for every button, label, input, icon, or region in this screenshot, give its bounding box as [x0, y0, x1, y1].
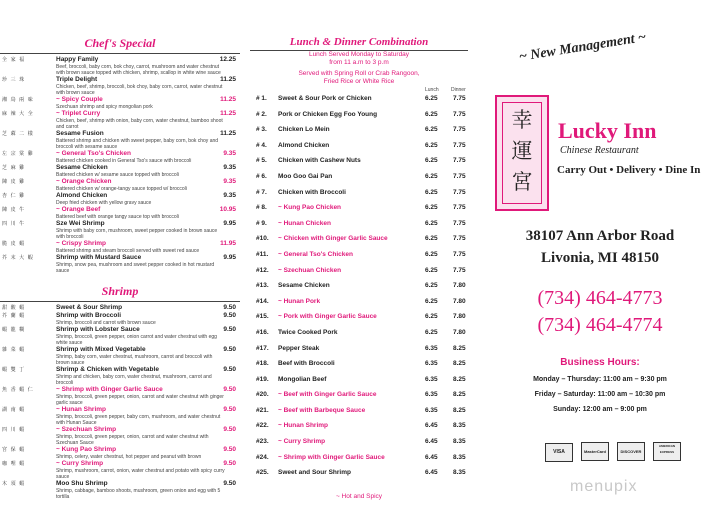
chinese-name: 木 須 蝦 [2, 481, 26, 487]
item-description: Shrimp, broccoli and carrot with brown sauce [56, 320, 156, 326]
item-price: 9.35 [223, 178, 236, 185]
combo-number: # 6. [256, 172, 267, 180]
menu-item [0, 206, 240, 220]
item-price: 11.25 [220, 130, 236, 137]
item-price: 9.50 [223, 480, 236, 487]
combo-number: #20. [256, 391, 269, 399]
lunch-price: 6.45 [425, 438, 438, 446]
lunch-price: 6.45 [425, 453, 438, 461]
item-name: ~ Curry Shrimp [56, 460, 104, 467]
item-price: 11.25 [220, 110, 236, 117]
combo-name: ~ Pork with Ginger Garlic Sauce [278, 313, 377, 321]
chinese-name: 陳 皮 雞 [2, 179, 26, 185]
combo-name: ~ General Tso's Chicken [278, 250, 353, 258]
item-price: 9.50 [223, 346, 236, 353]
menu-item [0, 110, 240, 130]
lunch-price: 6.25 [425, 250, 438, 258]
combo-name: Beef with Broccoli [278, 360, 335, 368]
address-line2: Livonia, MI 48150 [541, 250, 659, 266]
combo-row [250, 142, 468, 158]
item-description: Shrimp, broccoli, green pepper, onion, carrot and water chestnut with ginger garlic sauce [56, 394, 224, 406]
amex-card-icon: AMERICAN EXPRESS [653, 442, 681, 461]
chinese-name: 陳 皮 牛 [2, 207, 26, 213]
combo-name: Chicken with Broccoli [278, 188, 346, 196]
dinner-price: 8.25 [453, 391, 466, 399]
combo-row [250, 360, 468, 376]
combo-name: ~ Szechuan Chicken [278, 266, 342, 274]
lunch-price: 6.35 [425, 360, 438, 368]
item-name: ~ Kung Pao Shrimp [56, 446, 117, 453]
chinese-name: 湘 鳥 兩 味 [2, 97, 34, 103]
dinner-price: 8.35 [453, 469, 466, 477]
logo-char: 宮 [511, 170, 533, 194]
combo-name: Chicken Lo Mein [278, 126, 330, 134]
item-description: Deep fried chicken with yellow gravy sauce [56, 200, 152, 206]
item-name: Sesame Chicken [56, 164, 108, 171]
combo-name: Moo Goo Gai Pan [278, 172, 333, 180]
dinner-price: 8.25 [453, 406, 466, 414]
combo-title: Lunch & Dinner Combination [289, 36, 429, 48]
lunch-price: 6.35 [425, 344, 438, 352]
chinese-name: 四 川 牛 [2, 221, 26, 227]
combo-name: Sweet and Sour Shrimp [278, 469, 351, 477]
combo-name: ~ Chicken with Ginger Garlic Sauce [278, 235, 388, 243]
combo-row [250, 376, 468, 392]
combo-number: #13. [256, 282, 269, 290]
hours-title: Business Hours: [560, 357, 640, 368]
chinese-name: 芥 蘭 蝦 [2, 313, 26, 319]
combo-number: #14. [256, 297, 269, 305]
combo-number: # 2. [256, 110, 267, 118]
combo-row [250, 267, 468, 283]
shrimp-title: Shrimp [101, 284, 139, 298]
combo-name: ~ Beef with Ginger Garlic Sauce [278, 391, 377, 399]
item-price: 9.35 [223, 192, 236, 199]
combo-row [250, 407, 468, 423]
item-description: Shrimp, baby corn, water chestnut, mushroom, carrot and broccoli with brown sauce [56, 354, 213, 366]
combo-row [250, 220, 468, 236]
item-name: Shrimp with Lobster Sauce [56, 326, 140, 333]
dinner-price: 8.35 [453, 438, 466, 446]
combo-number: #15. [256, 313, 269, 321]
item-name: ~ General Tso's Chicken [56, 150, 131, 157]
item-name: Moo Shu Shrimp [56, 480, 108, 487]
item-description: Battered chicken w/ orange-tangy sauce topped w/ broccoli [56, 186, 187, 192]
dinner-price: 7.75 [453, 219, 466, 227]
combo-with1: Served with Spring Roll or Crab Rangoon, [298, 70, 420, 77]
chinese-name: 芝 麻 雞 [2, 165, 26, 171]
lunch-price: 6.25 [425, 172, 438, 180]
menu-item [0, 406, 240, 426]
chinese-name: 湖 南 蝦 [2, 407, 26, 413]
combo-column [250, 0, 468, 501]
divider [0, 53, 240, 54]
item-description: Battered shrimp and chicken with sweet pepper, baby corn, bok choy and broccoli with sesame sauce [56, 138, 219, 150]
item-price: 9.35 [223, 150, 236, 157]
combo-row [250, 204, 468, 220]
menu-item [0, 150, 240, 164]
item-name: Sesame Fusion [56, 130, 104, 137]
menu-item [0, 130, 240, 150]
combo-row [250, 111, 468, 127]
item-price: 11.95 [220, 240, 236, 247]
dinner-price: 7.75 [453, 250, 466, 258]
logo-chars [502, 102, 542, 204]
item-description: Battered shrimp and steam broccoli served with sweet red sauce [56, 248, 200, 254]
hot-legend: ~ Hot and Spicy [335, 492, 383, 500]
dinner-price: 8.25 [453, 344, 466, 352]
combo-name: Mongolian Beef [278, 375, 327, 383]
left-column [0, 0, 240, 500]
chinese-name: 全 家 福 [2, 57, 26, 63]
item-price: 11.25 [220, 76, 236, 83]
dinner-price: 7.75 [453, 126, 466, 134]
combo-list [250, 95, 468, 485]
payment-cards [545, 440, 689, 462]
lunch-price: 6.25 [425, 297, 438, 305]
lunch-price: 6.35 [425, 406, 438, 414]
combo-number: #10. [256, 235, 269, 243]
item-price: 12.25 [219, 56, 236, 63]
dinner-price: 7.75 [453, 157, 466, 165]
lunch-price: 6.25 [425, 110, 438, 118]
menu-item [0, 312, 240, 326]
combo-name: ~ Hunan Pork [278, 297, 321, 305]
menu-item [0, 96, 240, 110]
menu-item [0, 460, 240, 480]
combo-with2: Fried Rice or White Rice [323, 78, 395, 85]
dinner-price: 7.75 [453, 266, 466, 274]
dinner-price: 7.80 [453, 328, 466, 336]
combo-hours: from 11 a.m to 3 p.m [329, 59, 389, 66]
mastercard-icon: MasterCard [581, 442, 609, 461]
item-price: 9.50 [223, 460, 236, 467]
dinner-price: 7.75 [453, 110, 466, 118]
item-price: 11.25 [220, 96, 236, 103]
lunch-header: Lunch [425, 87, 439, 93]
chinese-name: 宮 保 蝦 [2, 447, 26, 453]
item-price: 9.35 [223, 164, 236, 171]
combo-number: #16. [256, 328, 269, 336]
phone-1[interactable]: (734) 464-4773 [537, 287, 663, 309]
dinner-price: 7.80 [453, 297, 466, 305]
chefs-special-title: Chef's Special [84, 36, 156, 50]
combo-number: #11. [256, 250, 269, 258]
item-name: Shrimp with Mustard Sauce [56, 254, 142, 261]
chinese-name: 芥 末 大 蝦 [2, 255, 34, 261]
lunch-price: 6.25 [425, 328, 438, 336]
dinner-price: 7.80 [453, 313, 466, 321]
item-name: ~ Szechuan Shrimp [56, 426, 117, 433]
chefs-special-list [0, 56, 240, 274]
dinner-price: 8.25 [453, 360, 466, 368]
menu-item [0, 480, 240, 500]
combo-row [250, 126, 468, 142]
menu-item [0, 386, 240, 406]
combo-number: # 1. [256, 95, 267, 102]
chinese-name: 咖 哩 蝦 [2, 461, 26, 467]
chinese-name: 蝦 雙 丁 [2, 367, 26, 373]
item-description: Battered chicken cooked in General Tso's sauce with broccoli [56, 158, 192, 164]
combo-number: #21. [256, 406, 269, 414]
dinner-price: 8.35 [453, 422, 466, 430]
combo-name: Pepper Steak [278, 344, 320, 352]
chinese-name: 脆 皮 蝦 [2, 241, 26, 247]
combo-row [250, 251, 468, 267]
combo-name: Chicken with Cashew Nuts [278, 157, 361, 165]
lunch-price: 6.25 [425, 95, 438, 102]
menu-item [0, 326, 240, 346]
lunch-price: 6.35 [425, 391, 438, 399]
lunch-price: 6.25 [425, 204, 438, 212]
combo-row [250, 282, 468, 298]
menu-item [0, 56, 240, 76]
combo-row [250, 189, 468, 205]
item-name: Happy Family [56, 56, 99, 63]
item-description: Beef, broccoli, baby corn, bok choy, carrot, mushroom and water chestnut with brown sauce topped with chicken, shrimp, scallop in white wine sauce [56, 64, 221, 76]
item-description: Shrimp, snow pea, mushroom and sweet pepper cooked in hot mustard sauce [56, 262, 215, 274]
combo-name: ~ Beef with Barbeque Sauce [278, 406, 366, 414]
lunch-price: 6.45 [425, 422, 438, 430]
item-price: 9.95 [223, 220, 236, 227]
discover-card-icon: DISCOVER [617, 442, 645, 461]
item-name: ~ Orange Chicken [56, 178, 112, 185]
item-description: Shrimp, broccoli, green pepper, baby corn, mushroom, and water chestnut with Hunan Sauce [56, 414, 221, 426]
phone-2[interactable]: (734) 464-4774 [537, 314, 663, 336]
item-price: 9.50 [223, 304, 236, 311]
item-price: 9.50 [223, 312, 236, 319]
combo-served: Lunch Served Monday to Saturday [308, 51, 410, 58]
lunch-price: 6.25 [425, 126, 438, 134]
combo-number: #12. [256, 266, 269, 274]
item-price: 9.50 [223, 366, 236, 373]
dinner-price: 7.75 [453, 141, 466, 149]
combo-number: #22. [256, 422, 269, 430]
item-price: 9.50 [223, 426, 236, 433]
combo-number: #18. [256, 360, 269, 368]
item-description: Shrimp, cabbage, bamboo shoots, mushroom, green onion and egg with 5 tortilla [56, 488, 221, 500]
divider [0, 301, 240, 302]
item-price: 9.50 [223, 386, 236, 393]
lunch-price: 6.45 [425, 469, 438, 477]
combo-row [250, 298, 468, 314]
hours-weekday: Monday – Thursday: 11:00 am – 9:30 pm [533, 376, 667, 383]
menu-item [0, 254, 240, 274]
item-name: Almond Chicken [56, 192, 108, 199]
lunch-price: 6.25 [425, 282, 438, 290]
combo-row [250, 469, 468, 485]
item-description: Battered beef with orange tangy sauce top with broccoli [56, 214, 179, 220]
lunch-price: 6.25 [425, 313, 438, 321]
item-description: Chicken, beef, shrimp, broccoli, bok choy, baby corn, carrot, water chestnut with brown sauce [56, 84, 223, 96]
combo-number: # 4. [256, 141, 267, 149]
dinner-header: Dinner [451, 87, 466, 93]
item-name: Shrimp with Mixed Vegetable [56, 346, 146, 353]
menu-item [0, 346, 240, 366]
combo-name: Pork or Chicken Egg Foo Young [278, 110, 378, 118]
menu-item [0, 366, 240, 386]
item-name: Shrimp with Broccoli [56, 312, 122, 319]
lunch-price: 6.25 [425, 219, 438, 227]
combo-number: #17. [256, 344, 269, 352]
menu-item [0, 178, 240, 192]
menu-item [0, 164, 240, 178]
item-name: ~ Orange Beef [56, 206, 101, 213]
combo-row [250, 173, 468, 189]
combo-row [250, 313, 468, 329]
menu-item [0, 220, 240, 240]
item-description: Chicken, beef, shrimp with onion, baby corn, water chestnut, bamboo shoot and carrot [56, 118, 223, 130]
item-description: Battered chicken w/ sesame sauce topped with broccoli [56, 172, 179, 178]
item-price: 9.50 [223, 406, 236, 413]
combo-row [250, 157, 468, 173]
dinner-price: 7.75 [453, 235, 466, 243]
combo-number: # 8. [256, 204, 267, 212]
menu-item [0, 426, 240, 446]
lunch-price: 6.25 [425, 188, 438, 196]
hours-weekend: Friday – Saturday: 11:00 am – 10:30 pm [534, 391, 666, 398]
combo-row [250, 422, 468, 438]
item-name: ~ Triplet Curry [56, 110, 101, 117]
combo-number: # 9. [256, 219, 267, 227]
watermark: menupix [570, 478, 638, 495]
item-description: Szechuan shrimp and spicy mongolian pork [56, 104, 153, 110]
dinner-price: 8.35 [453, 453, 466, 461]
item-price: 9.95 [223, 254, 236, 261]
item-name: Shrimp & Chicken with Vegetable [56, 366, 159, 373]
item-price: 10.95 [219, 206, 236, 213]
combo-row [250, 235, 468, 251]
lunch-price: 6.25 [425, 157, 438, 165]
combo-name: ~ Hunan Chicken [278, 219, 331, 227]
dinner-price: 7.75 [453, 204, 466, 212]
item-name: Triple Delight [56, 76, 98, 83]
visa-card-icon: VISA [545, 443, 573, 462]
shrimp-list [0, 304, 240, 500]
restaurant-subtitle: Chinese Restaurant [560, 145, 639, 156]
hours-sunday: Sunday: 12:00 am – 9:00 pm [553, 406, 647, 413]
combo-number: #23. [256, 438, 269, 446]
item-name: Sweet & Sour Shrimp [56, 304, 123, 311]
dinner-price: 7.80 [453, 282, 466, 290]
item-name: ~ Crispy Shrimp [56, 240, 107, 247]
combo-name: ~ Curry Shrimp [278, 438, 326, 446]
dinner-price: 7.75 [453, 188, 466, 196]
combo-row [250, 391, 468, 407]
address-line1: 38107 Ann Arbor Road [525, 228, 675, 244]
combo-name: Sweet & Sour Pork or Chicken [278, 95, 372, 102]
menu-item [0, 240, 240, 254]
item-description: Shrimp, broccoli, green pepper, onion, carrot and water chestnut with Szechuan Sauce [56, 434, 209, 446]
dinner-price: 7.75 [453, 95, 466, 102]
combo-name: ~ Kung Pao Chicken [278, 204, 342, 212]
chinese-name: 甜 酸 蝦 [2, 305, 26, 311]
item-description: Shrimp with baby corn, mushroom, sweet pepper cooked in brown sauce with broccoli [56, 228, 218, 240]
menu-item [0, 192, 240, 206]
combo-number: #19. [256, 375, 269, 383]
combo-number: # 3. [256, 126, 267, 134]
combo-row [250, 345, 468, 361]
combo-number: # 5. [256, 157, 267, 165]
restaurant-name: Lucky Inn [558, 118, 657, 143]
chinese-name: 麻 辣 大 全 [2, 111, 34, 117]
chinese-name: 芝 蔴 二 樣 [2, 131, 34, 137]
combo-row [250, 329, 468, 345]
menu-item [0, 304, 240, 312]
lunch-price: 6.25 [425, 266, 438, 274]
item-price: 9.50 [223, 446, 236, 453]
dinner-price: 7.75 [453, 172, 466, 180]
lunch-price: 6.35 [425, 375, 438, 383]
combo-number: #25. [256, 469, 269, 477]
services: Carry Out • Delivery • Dine In [557, 164, 701, 176]
item-name: Sze Wei Shrimp [56, 220, 105, 227]
item-price: 9.50 [223, 326, 236, 333]
lunch-price: 6.25 [425, 141, 438, 149]
combo-number: #24. [256, 453, 269, 461]
chinese-name: 四 川 蝦 [2, 427, 26, 433]
item-description: Shrimp and chicken, baby corn, water chestnut, mushroom, carrot and broccoli [56, 374, 212, 386]
combo-row [250, 95, 468, 111]
lunch-price: 6.25 [425, 235, 438, 243]
combo-name: ~ Hunan Shrimp [278, 422, 329, 430]
menu-item [0, 76, 240, 96]
combo-name: Almond Chicken [278, 141, 330, 149]
item-description: Shrimp, celery, water chestnut, hot pepper and peanut with brown [56, 454, 202, 460]
combo-name: Twice Cooked Pork [278, 328, 338, 336]
item-name: ~ Shrimp with Ginger Garlic Sauce [56, 386, 163, 393]
combo-row [250, 454, 468, 470]
management-banner: ~ New Management ~ [518, 29, 648, 65]
restaurant-logo [495, 95, 549, 211]
chinese-name: 雜 菜 蝦 [2, 347, 26, 353]
chinese-name: 珍 三 珠 [2, 77, 26, 83]
item-description: Shrimp, mushroom, carrot, onion, water chestnut and potato with spicy curry sauce [56, 468, 225, 480]
combo-number: # 7. [256, 188, 267, 196]
chinese-name: 魚 香 蝦 仁 [2, 387, 34, 393]
combo-row [250, 438, 468, 454]
chinese-name: 杏 仁 雞 [2, 193, 26, 199]
logo-char: 幸 [511, 108, 533, 132]
combo-name: Sesame Chicken [278, 282, 330, 290]
combo-name: ~ Shrimp with Ginger Garlic Sauce [278, 453, 385, 461]
chinese-name: 蝦 龍 糊 [2, 327, 26, 333]
item-name: ~ Spicy Couple [56, 96, 103, 103]
chinese-name: 左 宗 棠 雞 [2, 151, 34, 157]
dinner-price: 8.25 [453, 375, 466, 383]
item-name: ~ Hunan Shrimp [56, 406, 107, 413]
logo-char: 運 [511, 139, 533, 163]
item-description: Shrimp, broccoli, green pepper, onion carrot and water chestnut with egg white sauce [56, 334, 217, 346]
menu-item [0, 446, 240, 460]
